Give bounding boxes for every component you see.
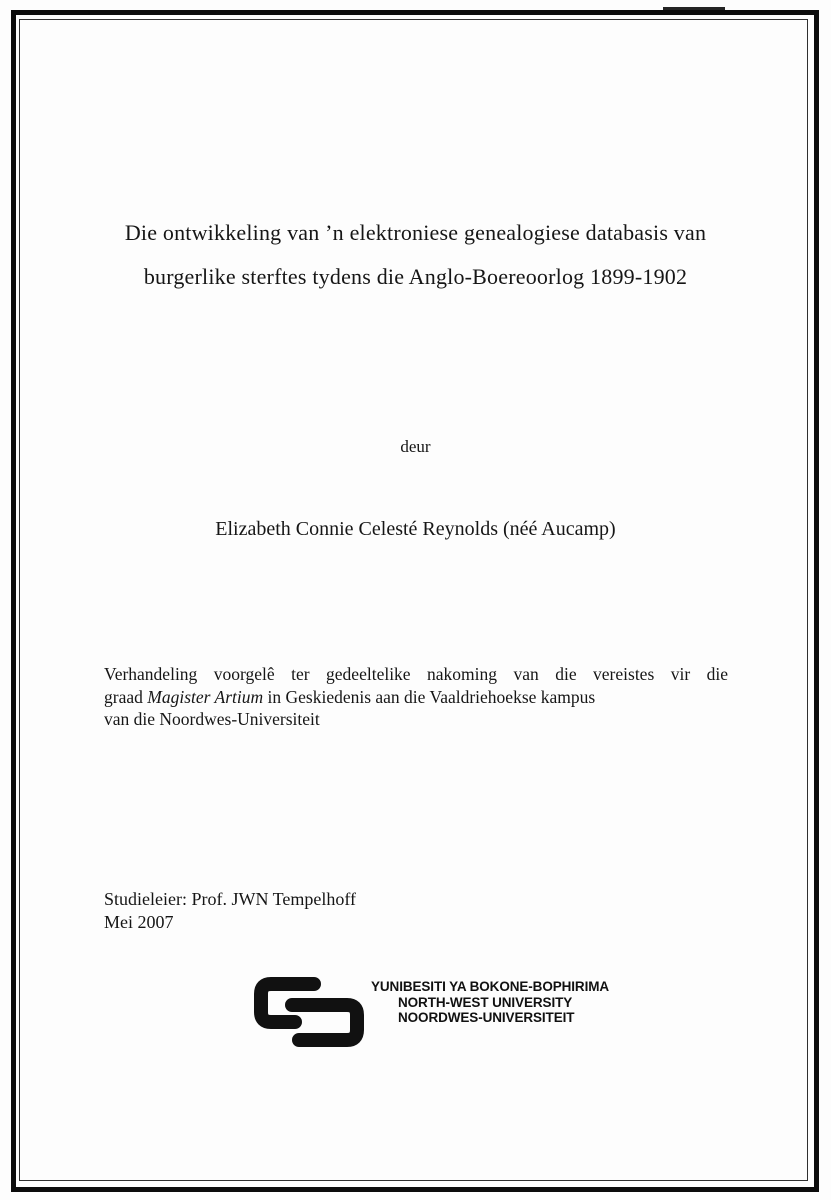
byline-label: deur — [400, 437, 431, 456]
nwu-chain-links-icon — [253, 975, 367, 1053]
thesis-title-line-2: burgerlike sterftes tydens die Anglo-Boereoorlog 1899-1902 — [143, 264, 688, 289]
logo-text-line-2: NORTH-WEST UNIVERSITY — [398, 994, 573, 1010]
date-line: Mei 2007 — [104, 912, 174, 932]
scan-artifact — [88, 11, 216, 14]
scan-artifact — [663, 7, 725, 11]
logo-text-line-3: NOORDWES-UNIVERSITEIT — [398, 1010, 575, 1025]
thesis-title — [60, 211, 771, 299]
submission-line-2-pre: graad — [104, 686, 148, 707]
submission-line-2 — [104, 686, 728, 709]
submission-line-2-post: in Geskiedenis aan die Vaaldriehoekse kampus — [263, 686, 596, 707]
submission-line-1: Verhandeling voorgelê ter gedeeltelike nakoming van die vereistes vir die — [104, 664, 728, 684]
university-logo — [253, 975, 609, 1053]
university-logo-text — [371, 979, 609, 1026]
supervisor-line: Studieleier: Prof. JWN Tempelhoff — [104, 889, 357, 909]
thesis-title-line-1: Die ontwikkeling van ’n elektroniese genealogiese databasis van — [124, 220, 707, 245]
author-name: Elizabeth Connie Celesté Reynolds (néé Aucamp) — [215, 518, 616, 540]
submission-note — [104, 663, 728, 731]
degree-name-italic: Magister Artium — [147, 686, 264, 707]
submission-line-3: van die Noordwes-Universiteit — [104, 709, 320, 729]
logo-text-line-1: YUNIBESITI YA BOKONE-BOPHIRIMA — [371, 979, 610, 994]
supervisor-block — [104, 888, 356, 934]
scan-artifact — [440, 12, 560, 14]
